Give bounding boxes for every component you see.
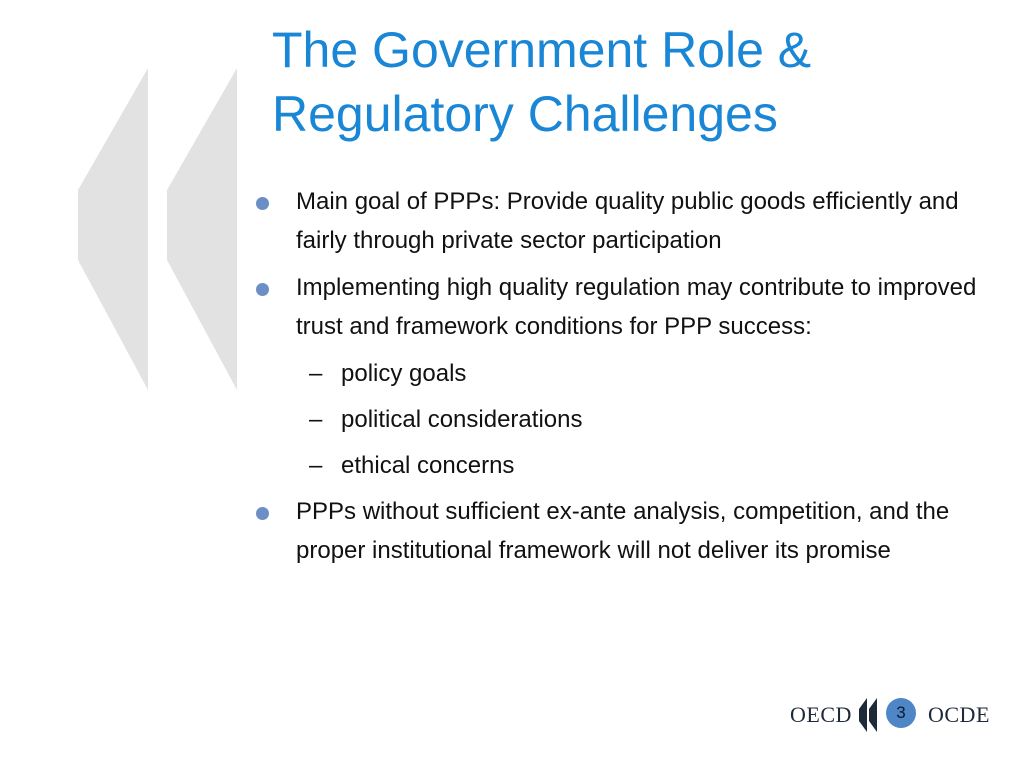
dash-icon: – [309, 406, 323, 433]
page-number: 3 [886, 698, 916, 728]
sub-bullet-text: policy goals [341, 360, 467, 387]
ocde-label: OCDE [928, 702, 990, 727]
sub-bullet-text: political considerations [341, 406, 583, 433]
bullet-dot-icon [256, 283, 269, 296]
slide-body [256, 182, 1006, 578]
title-line-2: Regulatory Challenges [272, 86, 778, 142]
bullet-text: Main goal of PPPs: Provide quality public goods efficiently and fairly through private sector participation [296, 188, 959, 254]
bullet-dot-icon [256, 507, 269, 520]
title-line-1: The Government Role & [272, 22, 812, 78]
sub-bullet-item [256, 446, 1006, 485]
sub-bullet-item [256, 400, 1006, 439]
dash-icon: – [309, 452, 323, 479]
oecd-label: OECD [790, 702, 852, 727]
bullet-text: PPPs without sufficient ex-ante analysis, competition, and the proper institutional framework will not deliver its promise [296, 498, 950, 564]
dash-icon: – [309, 360, 323, 387]
bullet-text: Implementing high quality regulation may contribute to improved trust and framework conditions for PPP success: [296, 274, 977, 340]
sub-bullet-item [256, 354, 1006, 393]
bullet-item [256, 182, 1006, 260]
footer-logo [786, 690, 1006, 740]
bullet-item [256, 492, 1006, 570]
bullet-dot-icon [256, 197, 269, 210]
sub-bullet-text: ethical concerns [341, 452, 515, 479]
bullet-item [256, 268, 1006, 346]
slide-title [272, 18, 992, 146]
oecd-chevron-icon [858, 696, 886, 734]
